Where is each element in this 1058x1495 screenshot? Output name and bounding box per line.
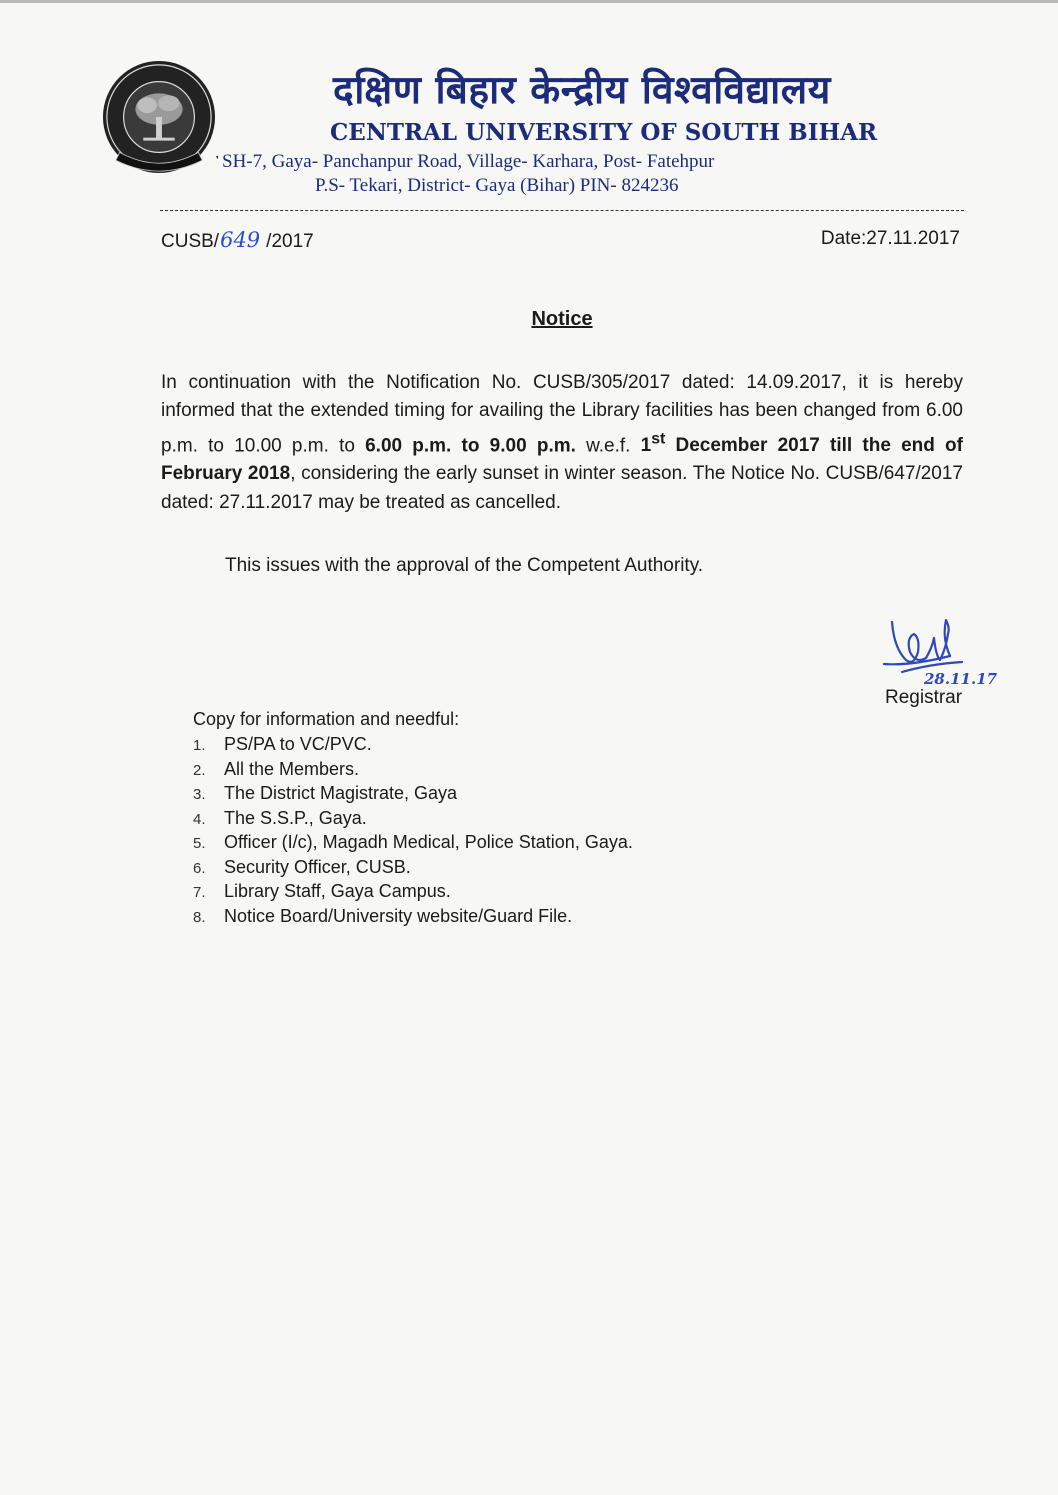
scan-top-edge [0,0,1058,3]
notice-body [161,369,963,517]
body-bold-period-text: December 2017 till the end of February 2018 [161,434,963,485]
notice-date: Date:27.11.2017 [820,228,960,249]
list-item-number: 3. [193,786,206,803]
notice-title: Notice [531,308,593,330]
address-line-2: P.S- Tekari, District- Gaya (Bihar) PIN- 824236 [315,175,679,196]
body-text-1: In continuation with the Notification No. CUSB/305/2017 dated: 14.09.2017, it is hereby informed that the extended timing for availing the Library facilities has been changed from 6.00 p.m. to 10.00 p.m. to [161,372,963,456]
handwritten-reference-number: 649 [220,228,261,252]
list-item [193,905,633,930]
university-seal-icon [100,58,218,176]
registrar-designation: Registrar [885,687,963,708]
list-item [193,856,633,881]
body-bold-day: 1 [640,434,652,456]
list-item [193,758,633,783]
list-item-text: All the Members. [224,758,360,779]
list-item-number: 5. [193,835,206,852]
list-item-text: Library Staff, Gaya Campus. [224,881,451,901]
approval-statement: This issues with the approval of the Competent Authority. [225,555,704,576]
list-item [193,831,633,856]
list-item-number: 2. [193,761,206,779]
list-item [193,807,633,832]
address-line-1: SH-7, Gaya- Panchanpur Road, Village- Karhara, Post- Fatehpur [222,151,715,172]
list-item-number: 6. [193,859,206,877]
list-item [193,733,633,758]
list-item-number: 8. [193,908,206,926]
list-item-text: PS/PA to VC/PVC. [224,734,372,754]
registrar-signature [880,608,1005,688]
list-item-text: The S.S.P., Gaya. [224,807,367,828]
university-name-hindi: दक्षिण बिहार केन्द्रीय विश्वविद्यालय [333,68,831,113]
signature-date: 28.11.17 [924,670,998,688]
copy-heading: Copy for information and needful: [193,709,460,729]
list-item-number: 1. [193,737,206,754]
list-item-text: The District Magistrate, Gaya [224,783,458,803]
list-item-number: 4. [193,810,206,828]
reference-suffix: /2017 [266,231,314,252]
body-text-2: w.e.f. [575,434,641,456]
list-item-text: Officer (I/c), Magadh Medical, Police Station, Gaya. [224,832,633,852]
reference-number [161,228,314,253]
reference-prefix: CUSB/ [161,231,220,252]
body-bold-ordinal: st [651,430,666,448]
list-item-number: 7. [193,884,206,901]
list-item [193,880,633,905]
body-text-3: , considering the early sunset in winter season. The Notice No. CUSB/647/2017 dated: 27.11.2017 may be treated as cancelled. [161,463,963,513]
header-divider [160,210,964,211]
university-name-english: CENTRAL UNIVERSITY OF SOUTH BIHAR [330,119,878,146]
body-bold-timing: 6.00 p.m. to 9.00 p.m. [365,434,576,456]
list-item-text: Notice Board/University website/Guard File. [224,905,573,926]
list-item [193,782,633,807]
copy-list [193,733,633,929]
list-item-text: Security Officer, CUSB. [224,856,411,877]
